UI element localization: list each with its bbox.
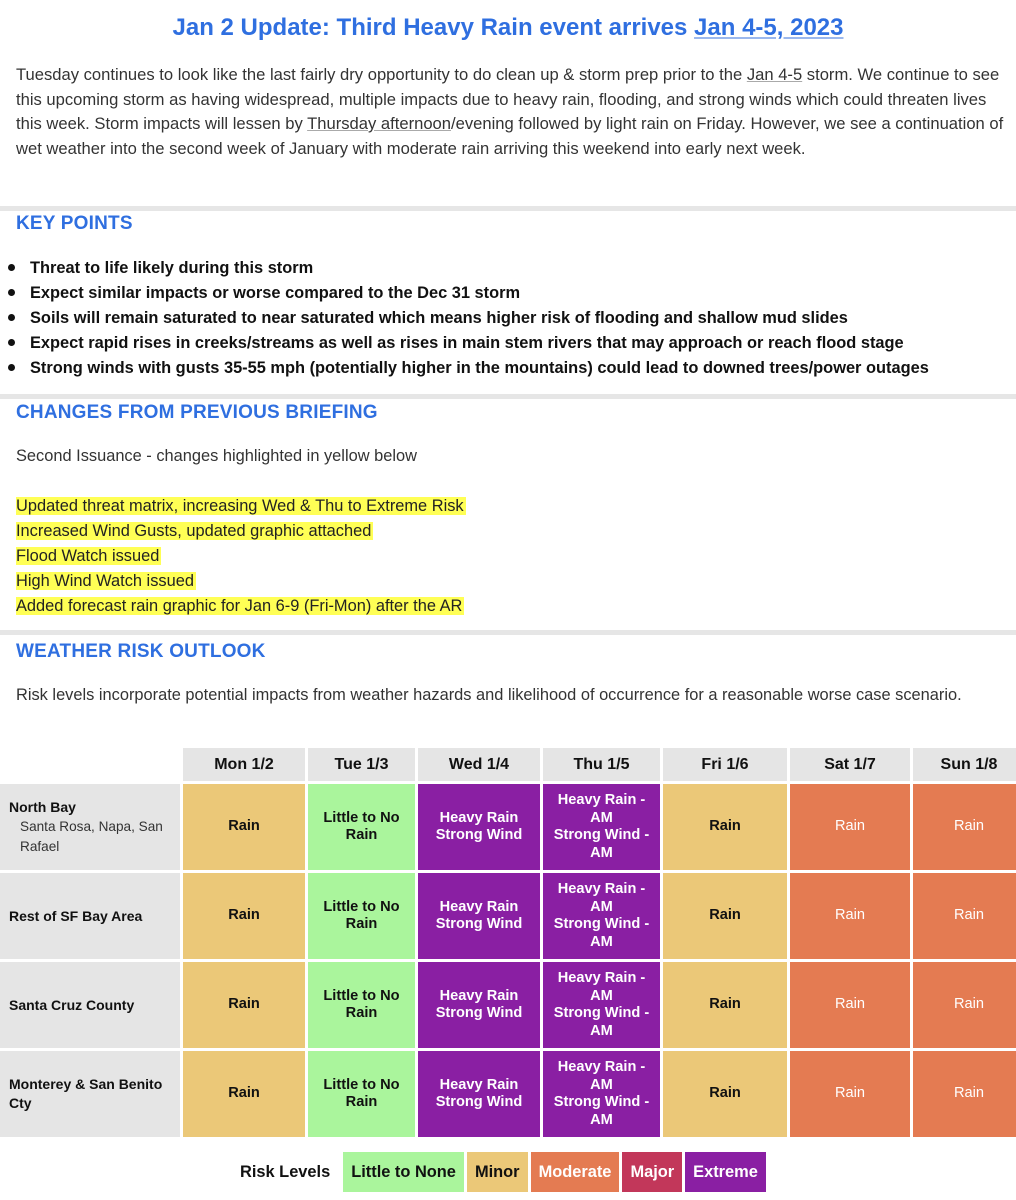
risk-cell-text <box>954 818 984 836</box>
risk-cell-text <box>323 899 399 934</box>
highlighted-change: Updated threat matrix, increasing Wed & Thu to Extreme Risk <box>16 497 464 515</box>
changes-heading: CHANGES FROM PREVIOUS BRIEFING <box>16 402 378 423</box>
risk-cell-line: Strong Wind - <box>553 1005 650 1021</box>
risk-cell-text <box>228 907 260 925</box>
legend-moderate-swatch: Moderate <box>531 1152 620 1192</box>
risk-cell-line: Little to No <box>323 1076 400 1093</box>
risk-cell-text <box>323 810 399 845</box>
risk-cell-line: Rain <box>953 907 984 924</box>
risk-cell-line: Heavy Rain <box>439 898 519 915</box>
intro-text-3: /evening followed by light rain on Friday. However, we see a continuation of wet weather into the second week of January with moderate rain arriving this weekend into early next week. <box>16 114 1004 158</box>
risk-cell <box>183 873 305 959</box>
risk-cell-line: Rain <box>953 996 984 1013</box>
highlighted-change: Flood Watch issued <box>16 547 160 565</box>
risk-cell-line: Rain <box>709 996 741 1013</box>
region-label <box>0 1051 180 1137</box>
risk-cell-line: AM <box>590 898 613 915</box>
risk-cell-line: Rain <box>834 818 865 835</box>
risk-cell <box>183 1051 305 1137</box>
risk-cell <box>308 962 415 1048</box>
risk-cell-text <box>954 996 984 1014</box>
list-item <box>6 356 1016 381</box>
risk-cell-line: Rain <box>228 907 260 924</box>
highlighted-change: Increased Wind Gusts, updated graphic attached <box>16 522 372 540</box>
risk-cell-text <box>228 996 260 1014</box>
risk-cell-line: Heavy Rain - <box>557 970 646 986</box>
risk-cell-text <box>835 907 865 925</box>
risk-cell <box>913 962 1016 1048</box>
risk-cell-text <box>436 810 523 845</box>
risk-cell-line: AM <box>590 809 613 826</box>
risk-cell-line: Rain <box>709 818 741 835</box>
legend-label: Risk Levels <box>240 1162 331 1181</box>
risk-cell <box>913 873 1016 959</box>
list-item <box>16 494 466 519</box>
risk-cell <box>543 873 660 959</box>
risk-cell-line: Rain <box>345 1005 378 1021</box>
key-points-list <box>6 256 1016 381</box>
region-label-group <box>9 907 142 926</box>
risk-cell <box>308 784 415 870</box>
risk-cell-text <box>954 907 984 925</box>
region-name: Santa Cruz County <box>9 996 135 1013</box>
risk-cell-line: AM <box>590 1111 613 1128</box>
region-name: Monterey & San Benito Cty <box>9 1076 163 1111</box>
region-name: North Bay <box>9 798 76 815</box>
matrix-corner <box>0 748 180 781</box>
risk-cell-text <box>554 792 650 862</box>
risk-cell <box>308 1051 415 1137</box>
key-point-text: Strong winds with gusts 35-55 mph (potentially higher in the mountains) could lead to downed trees/power outages <box>30 359 929 377</box>
key-point-text: Soils will remain saturated to near saturated which means higher risk of flooding and shallow mud slides <box>30 309 848 327</box>
region-label <box>0 873 180 959</box>
day-header: Sat 1/7 <box>790 748 910 781</box>
key-points-heading: KEY POINTS <box>16 213 133 234</box>
risk-cell-text <box>436 1077 523 1112</box>
risk-cell <box>663 962 787 1048</box>
day-header: Fri 1/6 <box>663 748 787 781</box>
risk-cell-line: AM <box>590 1076 613 1093</box>
risk-cell-text <box>554 970 650 1040</box>
risk-cell-line: Strong Wind - <box>553 827 650 843</box>
list-item <box>6 256 1016 281</box>
risk-cell-line: Strong Wind <box>435 1094 523 1110</box>
risk-cell-line: Strong Wind - <box>553 1094 650 1110</box>
risk-cell-line: Little to No <box>323 898 400 915</box>
risk-cell-line: Heavy Rain <box>439 809 519 826</box>
key-point-text: Expect similar impacts or worse compared to the Dec 31 storm <box>30 284 521 302</box>
risk-cell-line: Little to No <box>323 809 400 826</box>
page-title <box>0 14 1016 42</box>
region-name: Rest of SF Bay Area <box>9 907 143 924</box>
risk-cell-line: AM <box>590 1022 613 1039</box>
risk-cell <box>183 962 305 1048</box>
risk-cell-text <box>323 988 399 1023</box>
risk-cell-text <box>228 818 260 836</box>
risk-cell-text <box>709 1085 741 1103</box>
risk-cell-line: Rain <box>345 916 378 932</box>
risk-cell-line: Rain <box>228 1085 260 1102</box>
risk-cell-line: Little to No <box>323 987 400 1004</box>
risk-cell-text <box>554 881 650 951</box>
risk-cell-line: Rain <box>834 996 865 1013</box>
risk-cell-line: Rain <box>953 818 984 835</box>
risk-cell-line: Rain <box>228 818 260 835</box>
risk-cell-text <box>709 907 741 925</box>
bullet-icon <box>8 264 15 271</box>
risk-cell-text <box>323 1077 399 1112</box>
risk-cell-text <box>954 1085 984 1103</box>
risk-cell <box>663 1051 787 1137</box>
risk-cell-line: Heavy Rain - <box>557 881 646 897</box>
risk-cell <box>663 784 787 870</box>
legend-extreme-swatch: Extreme <box>685 1152 766 1192</box>
risk-cell <box>913 1051 1016 1137</box>
risk-cell-line: AM <box>590 987 613 1004</box>
title-date-link[interactable]: Jan 4-5, 2023 <box>694 14 844 41</box>
risk-cell-text <box>835 996 865 1014</box>
day-header: Wed 1/4 <box>418 748 540 781</box>
risk-cell-line: Strong Wind <box>435 916 523 932</box>
region-label-group <box>9 1075 180 1113</box>
risk-cell <box>790 962 910 1048</box>
region-label <box>0 784 180 870</box>
region-label-group <box>9 996 134 1015</box>
risk-cell-line: Rain <box>953 1085 984 1102</box>
risk-cell <box>183 784 305 870</box>
section-divider <box>0 630 1016 635</box>
risk-cell-text <box>709 818 741 836</box>
risk-cell-line: Heavy Rain - <box>557 1059 646 1075</box>
region-label <box>0 962 180 1048</box>
risk-cell <box>418 873 540 959</box>
day-header: Mon 1/2 <box>183 748 305 781</box>
bullet-icon <box>8 339 15 346</box>
section-divider <box>0 394 1016 399</box>
day-header: Sun 1/8 <box>913 748 1016 781</box>
risk-cell <box>418 1051 540 1137</box>
risk-cell-line: Strong Wind <box>435 1005 523 1021</box>
day-header: Tue 1/3 <box>308 748 415 781</box>
outlook-heading: WEATHER RISK OUTLOOK <box>16 641 266 662</box>
intro-link-thursday-afternoon[interactable]: Thursday afternoon <box>307 114 452 133</box>
risk-cell <box>543 962 660 1048</box>
risk-matrix <box>0 748 1016 1137</box>
risk-cell-line: Heavy Rain <box>439 1076 519 1093</box>
bullet-icon <box>8 314 15 321</box>
intro-text-1: Tuesday continues to look like the last fairly dry opportunity to do clean up & storm prep prior to the <box>16 65 747 84</box>
legend-minor-swatch: Minor <box>467 1152 528 1192</box>
bullet-icon <box>8 364 15 371</box>
risk-cell-line: AM <box>590 844 613 861</box>
risk-cell <box>418 962 540 1048</box>
section-divider <box>0 206 1016 211</box>
risk-cell <box>790 873 910 959</box>
list-item <box>16 519 466 544</box>
list-item <box>16 594 466 619</box>
risk-cell-line: Heavy Rain - <box>557 792 646 808</box>
legend-none-swatch: Little to None <box>343 1152 464 1192</box>
outlook-description: Risk levels incorporate potential impacts from weather hazards and likelihood of occurrence for a reasonable worse case scenario. <box>16 686 962 704</box>
risk-cell-text <box>835 1085 865 1103</box>
day-header: Thu 1/5 <box>543 748 660 781</box>
risk-cell-line: AM <box>590 933 613 950</box>
risk-cell-line: Rain <box>228 996 260 1013</box>
risk-cell-line: Strong Wind - <box>553 916 650 932</box>
risk-cell-line: Rain <box>345 827 378 843</box>
list-item <box>6 306 1016 331</box>
intro-paragraph <box>16 63 1012 161</box>
highlighted-change: Added forecast rain graphic for Jan 6-9 (Fri-Mon) after the AR <box>16 597 463 615</box>
risk-cell-text <box>554 1059 650 1129</box>
legend-major-swatch: Major <box>622 1152 682 1192</box>
risk-cell-line: Heavy Rain <box>439 987 519 1004</box>
risk-cell-line: Rain <box>709 1085 741 1102</box>
risk-cell <box>308 873 415 959</box>
risk-legend <box>240 1152 766 1192</box>
risk-cell-text <box>436 988 523 1023</box>
bullet-icon <box>8 289 15 296</box>
intro-text-2: storm. We continue to see this upcoming storm as having widespread, multiple impacts due to heavy rain, flooding, and strong winds which could threaten lives this week. Storm impacts will lessen by <box>16 65 1000 133</box>
region-cities: Santa Rosa, Napa, San Rafael <box>20 818 163 854</box>
title-text: Jan 2 Update: Third Heavy Rain event arrives <box>172 14 695 41</box>
changes-intro: Second Issuance - changes highlighted in yellow below <box>16 447 417 465</box>
risk-cell-text <box>228 1085 260 1103</box>
highlighted-change: High Wind Watch issued <box>16 572 194 590</box>
risk-cell-text <box>835 818 865 836</box>
list-item <box>16 544 466 569</box>
region-label-group <box>9 798 180 857</box>
risk-cell-line: Strong Wind <box>435 827 523 843</box>
risk-cell-text <box>709 996 741 1014</box>
risk-cell-line: Rain <box>834 907 865 924</box>
risk-cell <box>790 1051 910 1137</box>
list-item <box>6 331 1016 356</box>
list-item <box>16 569 466 594</box>
risk-cell <box>913 784 1016 870</box>
list-item <box>6 281 1016 306</box>
risk-cell <box>418 784 540 870</box>
risk-cell-text <box>436 899 523 934</box>
risk-cell <box>663 873 787 959</box>
risk-cell-line: Rain <box>709 907 741 924</box>
key-point-text: Threat to life likely during this storm <box>30 259 314 277</box>
intro-link-jan-4-5[interactable]: Jan 4-5 <box>746 65 803 84</box>
risk-cell-line: Rain <box>834 1085 865 1102</box>
risk-cell <box>543 1051 660 1137</box>
risk-cell <box>543 784 660 870</box>
key-point-text: Expect rapid rises in creeks/streams as well as rises in main stem rivers that may approach or reach flood stage <box>30 334 904 352</box>
risk-cell <box>790 784 910 870</box>
risk-cell-line: Rain <box>345 1094 378 1110</box>
changes-list <box>16 494 466 619</box>
